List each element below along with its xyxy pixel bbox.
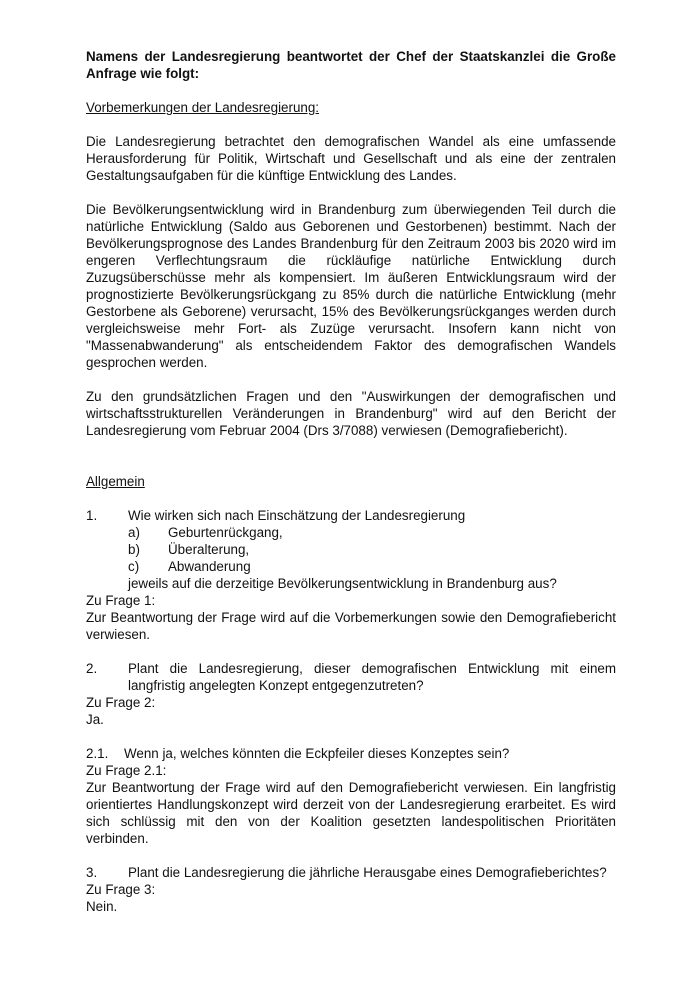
document-heading: Namens der Landesregierung beantwortet der Chef der Staatskanzlei die Große Anfrage wie folgt: xyxy=(86,49,616,81)
question-1-item-b xyxy=(86,541,616,558)
question-2-number: 2. xyxy=(86,661,98,676)
section-title: Allgemein xyxy=(86,474,145,489)
question-2-1 xyxy=(86,745,616,762)
question-2 xyxy=(86,660,616,694)
answer-2-1-label: Zu Frage 2.1: xyxy=(86,763,167,778)
question-1-item-a xyxy=(86,524,616,541)
answer-1-label: Zu Frage 1: xyxy=(86,593,156,608)
question-2-text: Plant die Landesregierung, dieser demografischen Entwicklung mit einem langfristig angelegten Konzept entgegenzutreten? xyxy=(128,661,616,693)
answer-2-label: Zu Frage 2: xyxy=(86,695,156,710)
answer-2-1-text: Zur Beantwortung der Frage wird auf den Demografiebericht verwiesen. Ein langfristig orientiertes Handlungskonzept wird derzeit von der Landesregierung erarbeitet. Es wird sich schlüssig mit den von der Koalition gesetzten landespolitischen Prioritäten verbinden. xyxy=(86,780,616,846)
item-letter: b) xyxy=(128,542,140,557)
preface-paragraph-3: Zu den grundsätzlichen Fragen und den "Auswirkungen der demografischen und wirtschaftsstrukturellen Veränderungen in Brandenburg" wird auf den Bericht der Landesregierung vom Februar 2004 (Drs 3/7088) verwiesen (Demografiebericht). xyxy=(86,389,616,438)
item-letter: a) xyxy=(128,525,140,540)
document-page xyxy=(86,48,616,915)
item-text: Überalterung, xyxy=(168,542,250,557)
question-2-1-number: 2.1. xyxy=(86,746,109,761)
answer-3-label: Zu Frage 3: xyxy=(86,882,156,897)
preface-title: Vorbemerkungen der Landesregierung: xyxy=(86,100,320,115)
preface-paragraph-1: Die Landesregierung betrachtet den demografischen Wandel als eine umfassende Herausforderung für Politik, Wirtschaft und Gesellschaft und als eine der zentralen Gestaltungsaufgaben für die künftige Entwicklung des Landes. xyxy=(86,134,616,183)
question-2-1-text: Wenn ja, welches könnten die Eckpfeiler dieses Konzeptes sein? xyxy=(124,746,510,761)
item-letter: c) xyxy=(128,559,140,574)
question-3-text: Plant die Landesregierung die jährliche Herausgabe eines Demografieberichtes? xyxy=(128,865,607,880)
answer-1-text: Zur Beantwortung der Frage wird auf die Vorbemerkungen sowie den Demografiebericht verwiesen. xyxy=(86,610,616,642)
question-1-text: Wie wirken sich nach Einschätzung der Landesregierung xyxy=(128,508,466,523)
answer-3-text: Nein. xyxy=(86,899,118,914)
question-1-number: 1. xyxy=(86,508,98,523)
question-1-item-c xyxy=(86,558,616,575)
item-text: Abwanderung xyxy=(168,559,251,574)
answer-2-text: Ja. xyxy=(86,712,104,727)
question-3-number: 3. xyxy=(86,865,98,880)
preface-paragraph-2: Die Bevölkerungsentwicklung wird in Brandenburg zum überwiegenden Teil durch die natürliche Entwicklung (Saldo aus Geborenen und Gestorbenen) bestimmt. Nach der Bevölkerungsprognose des Landes Brandenburg für den Zeitraum 2003 bis 2020 wird im engeren Verflechtungsraum die rückläufige natürliche Entwicklung durch Zuzugsüberschüsse mehr als kompensiert. Im äußeren Entwicklungsraum wird der prognostizierte Bevölkerungsrückgang zu 85% durch die natürliche Entwicklung (mehr Gestorbene als Geborene) verursacht, 15% des Bevölkerungsrückganges werden durch vergleichsweise mehr Fort- als Zuzüge verursacht. Insofern kann nicht von "Massenabwanderung" als entscheidendem Faktor des demografischen Wandels gesprochen werden. xyxy=(86,202,616,370)
question-1 xyxy=(86,507,616,524)
question-3 xyxy=(86,864,616,881)
item-text: Geburtenrückgang, xyxy=(168,525,283,540)
question-1-continuation: jeweils auf die derzeitige Bevölkerungsentwicklung in Brandenburg aus? xyxy=(128,576,557,591)
